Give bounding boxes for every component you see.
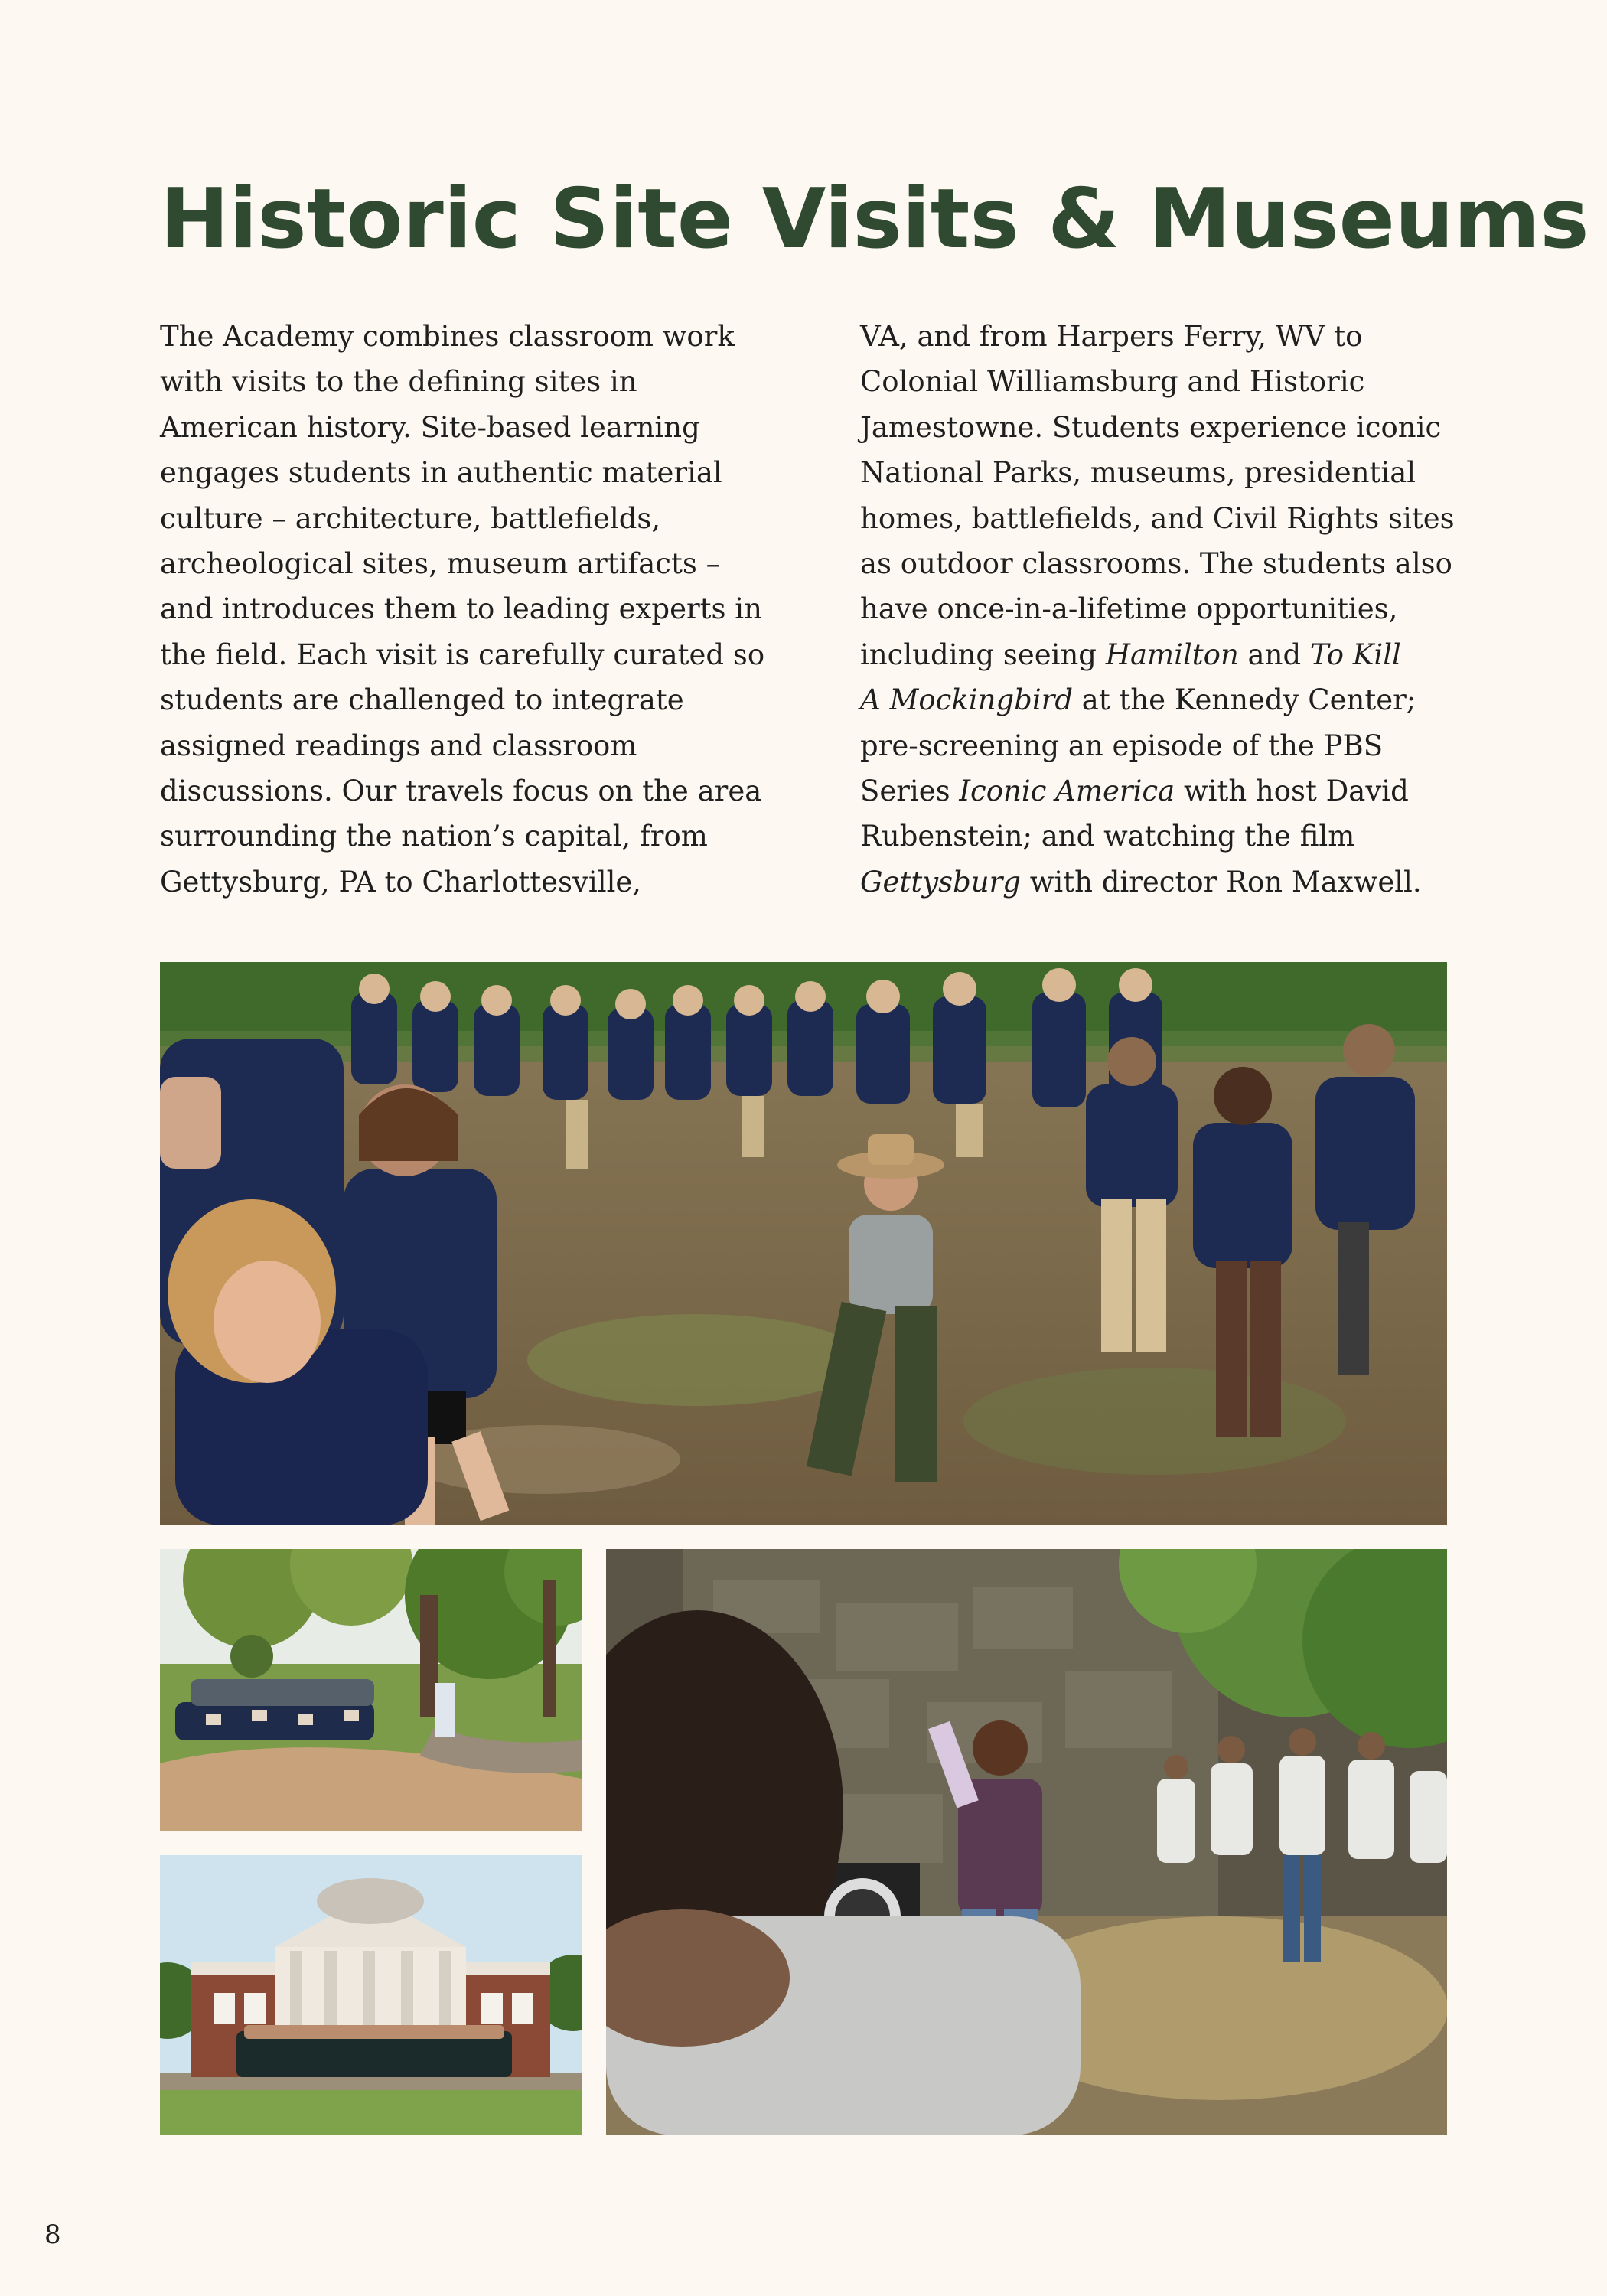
text-line: with visits to the defining sites in — [160, 365, 637, 399]
text-line: as outdoor classrooms. The students also — [860, 547, 1452, 581]
speaker-at-brother-general-gabriel-marker-photo — [606, 1549, 1447, 2135]
text-line: discussions. Our travels focus on the area — [160, 775, 762, 808]
title-to-kill-a-mockingbird-part2: A Mockingbird — [860, 683, 1074, 717]
text-line: assigned readings and classroom — [160, 729, 637, 762]
text-line: the field. Each visit is carefully curated so — [160, 638, 765, 671]
text-line — [860, 859, 1465, 905]
text-line: American history. Site-based learning — [160, 410, 700, 444]
text-line: Gettysburg, PA to Charlottesville, — [160, 865, 642, 899]
text-line: Colonial Williamsburg and Historic — [860, 365, 1365, 399]
page-title: Historic Site Visits & Museums — [160, 171, 1589, 267]
text-line — [860, 632, 1465, 677]
text-line: culture – architecture, battlefields, — [160, 501, 661, 535]
text-line: engages students in authentic material — [160, 456, 722, 490]
text-line: VA, and from Harpers Ferry, WV to — [860, 320, 1363, 353]
text-run: and — [1238, 638, 1310, 671]
text-line: archeological sites, museum artifacts – — [160, 547, 721, 581]
title-hamilton: Hamilton — [1105, 638, 1239, 671]
text-run: Series — [860, 775, 960, 808]
text-line: and introduces them to leading experts in — [160, 592, 762, 626]
text-line: Jamestowne. Students experience iconic — [860, 410, 1442, 444]
title-to-kill-a-mockingbird-part1: To Kill — [1309, 638, 1401, 671]
text-line: have once-in-a-lifetime opportunities, — [860, 592, 1398, 626]
text-run: including seeing — [860, 638, 1106, 671]
text-run: with director Ron Maxwell. — [1020, 865, 1422, 899]
text-line: homes, battlefields, and Civil Rights sites — [860, 501, 1455, 535]
title-gettysburg: Gettysburg — [860, 865, 1021, 899]
text-line: Rubenstein; and watching the film — [860, 820, 1355, 853]
text-run: at the Kennedy Center; — [1073, 683, 1416, 717]
text-line: National Parks, museums, presidential — [860, 456, 1416, 490]
text-line: surrounding the nation’s capital, from — [160, 820, 708, 853]
title-iconic-america: Iconic America — [959, 775, 1175, 808]
text-line: pre-screening an episode of the PBS — [860, 729, 1384, 762]
page-number: 8 — [44, 2219, 61, 2250]
text-run: with host David — [1175, 775, 1409, 808]
text-line — [860, 677, 1465, 722]
students-seated-under-trees-photo — [160, 1549, 582, 1831]
text-line: students are challenged to integrate — [160, 683, 684, 717]
ranger-talk-photo — [160, 962, 1447, 1525]
body-column-right — [860, 314, 1465, 905]
text-line — [860, 768, 1465, 814]
body-column-left — [160, 314, 765, 905]
group-photo-monticello — [160, 1855, 582, 2135]
text-line: The Academy combines classroom work — [160, 320, 735, 353]
